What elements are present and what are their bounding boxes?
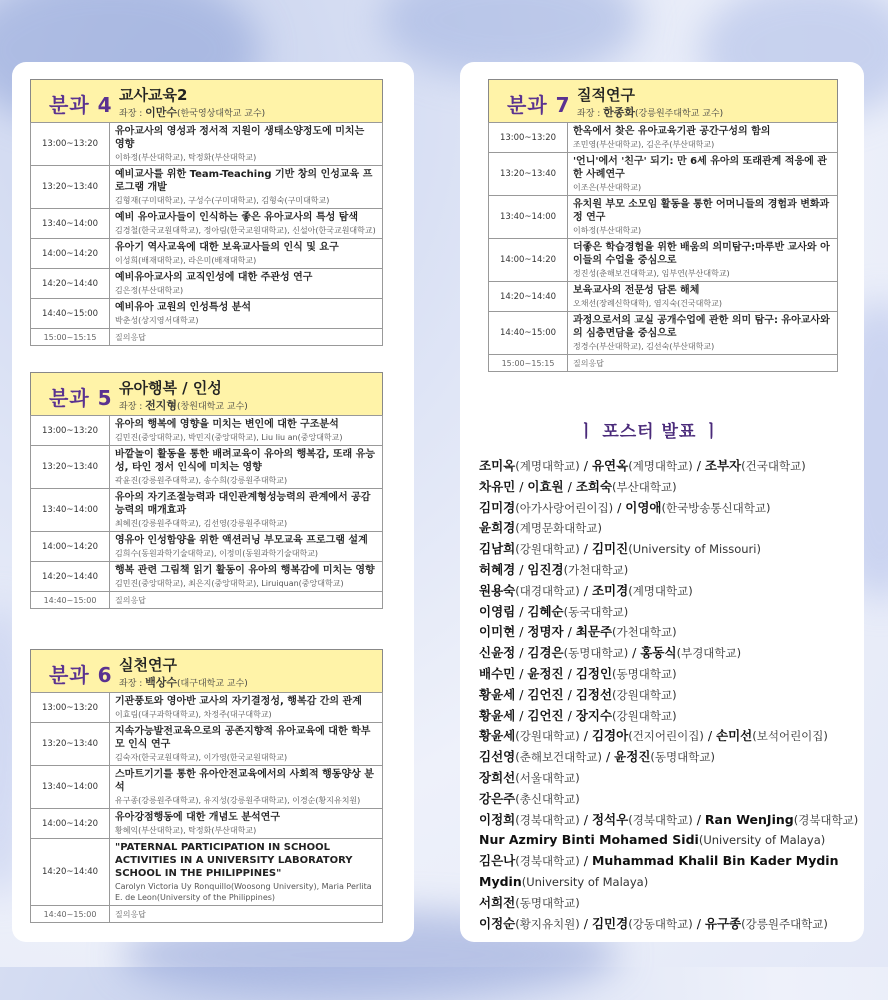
author-affiliation: (계명문화대학교): [515, 521, 602, 536]
time-slot: 13:00~13:20: [489, 123, 568, 153]
table-row: [31, 123, 383, 166]
time-slot: 14:20~14:40: [31, 839, 110, 906]
author-name: 이효원: [527, 478, 564, 494]
paper-title: 예비 유아교사들이 인식하는 좋은 유아교사의 특성 탐색: [115, 212, 359, 223]
session-number: 분과 7: [507, 93, 571, 117]
presentation: [110, 239, 383, 269]
author-name: Nur Azmiry Binti Mohamed Sidi: [479, 832, 699, 848]
presentation: [110, 809, 383, 839]
session-number: 분과 5: [49, 386, 113, 410]
author-name: Muhammad Khalil Bin Kader Mydin: [591, 853, 839, 869]
time-slot: 14:00~14:20: [31, 532, 110, 562]
author-name: 허혜경: [479, 561, 516, 577]
author-name: 김은나: [479, 853, 516, 869]
session-7: [488, 79, 838, 372]
presentation: [110, 489, 383, 532]
presentation: [568, 196, 838, 239]
poster-entry: 원용숙(대경대학교) / 조미경(계명대학교): [479, 582, 693, 598]
presentation: [568, 312, 838, 355]
author-name: 김정선: [575, 686, 613, 702]
author-name: 황윤세: [479, 707, 516, 723]
author-name: 조부자: [704, 458, 742, 473]
author-affiliation: (동명대학교): [650, 750, 715, 765]
paper-title: 유아강점행동에 대한 개념도 분석연구: [115, 812, 281, 823]
author-name: 강은주: [479, 790, 516, 806]
author-name: 장희선: [479, 769, 516, 785]
author-name: 홍동식: [640, 645, 677, 661]
session-title: 유아행복 / 인성: [119, 379, 222, 397]
author-name: 유구종: [704, 915, 742, 931]
poster-entry: [479, 518, 879, 539]
presentation: [568, 282, 838, 312]
author-name: 이영림: [479, 603, 516, 619]
poster-entry: [479, 789, 879, 810]
paper-authors: 김희수(동원과학기술대학교), 이정미(동원과학기술대학교): [115, 549, 319, 558]
session-title: 교사교육2: [119, 86, 188, 104]
author-name: 김미진: [591, 541, 629, 557]
table-row: [489, 312, 838, 355]
time-slot: 14:40~15:00: [489, 312, 568, 355]
time-slot: 14:40~15:00: [31, 592, 110, 609]
author-name: 손미선: [716, 728, 753, 744]
table-row: [31, 532, 383, 562]
author-name: 김정인: [575, 665, 613, 681]
qa-row: [489, 355, 838, 372]
presentation: [110, 839, 383, 906]
author-affiliation: (동명대학교): [612, 666, 677, 681]
session-chair: 좌장 : 한종화(강릉원주대학교 교수): [577, 106, 724, 119]
table-row: [489, 239, 838, 282]
paper-title: 예비유아교사의 교직인성에 대한 주관성 연구: [115, 272, 313, 283]
table-row: [31, 489, 383, 532]
author-name: 김혜순: [527, 603, 564, 619]
session-5: [30, 372, 383, 609]
author-name: 이미현: [479, 624, 516, 640]
author-affiliation: (대경대학교): [515, 583, 580, 598]
author-affiliation: (가천대학교): [612, 625, 677, 640]
time-slot: 13:00~13:20: [31, 416, 110, 446]
paper-authors: 김민진(중앙대학교), 박민지(중앙대학교), Liu liu an(중앙대학교): [115, 433, 343, 442]
paper-title: 영유아 인성함양을 위한 액션러닝 부모교육 프로그램 설계: [115, 535, 368, 546]
paper-authors: 김경철(한국교원대학교), 정아림(한국교원대학교), 신설아(한국교원대학교): [115, 226, 376, 235]
author-name: 윤정진: [527, 665, 564, 681]
table-row: [31, 723, 383, 766]
author-name: 배수민: [479, 665, 516, 681]
author-affiliation: (부산대학교): [612, 479, 677, 494]
table-row: [31, 693, 383, 723]
author-affiliation: (동국대학교): [563, 604, 629, 619]
time-slot: 14:40~15:00: [31, 906, 110, 923]
time-slot: 15:00~15:15: [31, 329, 110, 346]
time-slot: 15:00~15:15: [489, 355, 568, 372]
poster-entry: 황윤세 / 김언진 / 장지수(강원대학교): [479, 707, 677, 723]
time-slot: 13:00~13:20: [31, 693, 110, 723]
paper-authors: 이조은(부산대학교): [573, 183, 642, 192]
paper-authors: 최혜진(강릉원주대학교), 김선영(강릉원주대학교): [115, 519, 288, 528]
session-chair: 좌장 : 백상수(대구대학교 교수): [119, 676, 248, 689]
paper-authors: 박춘성(상지영서대학교): [115, 316, 199, 325]
table-row: [31, 299, 383, 329]
paper-authors: 황혜익(부산대학교), 탁정화(부산대학교): [115, 826, 257, 835]
presentation: [110, 693, 383, 723]
presentation: [568, 153, 838, 196]
paper-authors: 김민진(중앙대학교), 최은지(중앙대학교), Liruiquan(중앙대학교): [115, 579, 344, 588]
time-slot: 13:40~14:00: [489, 196, 568, 239]
author-name: 김민경: [591, 915, 629, 931]
poster-entry: 김미경(아가사랑어린이집) / 이영애(한국방송통신대학교): [479, 499, 771, 515]
time-slot: 13:40~14:00: [31, 209, 110, 239]
time-slot: 14:20~14:40: [31, 269, 110, 299]
author-name: 이정희: [479, 811, 516, 827]
author-affiliation: (총신대학교): [515, 791, 580, 806]
paper-authors: 김숙자(한국교원대학교), 이가영(한국교원대학교): [115, 753, 288, 762]
author-affiliation: (건국대학교): [741, 459, 806, 473]
paper-title: '언니'에서 '친구' 되기: 만 6세 유아의 또래관계 적응에 관한 사례연구: [573, 156, 827, 180]
author-name: 김언진: [527, 686, 564, 702]
paper-authors: 김은정(부산대학교): [115, 286, 184, 295]
session-chair: 좌장 : 이만수(한국영상대학교 교수): [119, 106, 266, 119]
poster-entry: 신윤정 / 김경은(동명대학교) / 홍동식(부경대학교): [479, 645, 742, 661]
author-affiliation: (계명대학교): [515, 459, 580, 473]
paper-authors: Carolyn Victoria Uy Ronquillo(Woosong University), Maria Perlita E. de Leon(University of the Philippines): [115, 882, 372, 902]
paper-authors: 이하정(부산대학교): [573, 226, 642, 235]
session-4: [30, 79, 383, 346]
presentation: [110, 123, 383, 166]
presentation: [110, 562, 383, 592]
time-slot: 14:20~14:40: [31, 562, 110, 592]
time-slot: 14:20~14:40: [489, 282, 568, 312]
table-row: [31, 209, 383, 239]
presentation: [110, 166, 383, 209]
session-number: 분과 4: [49, 93, 113, 117]
author-name: 김언진: [527, 707, 564, 723]
paper-title: 한옥에서 찾은 유아교육기관 공간구성의 함의: [573, 126, 771, 137]
author-name: 황윤세: [479, 728, 516, 744]
author-affiliation: (경북대학교): [628, 812, 693, 827]
poster-entry: 이영림 / 김혜순(동국대학교): [479, 603, 629, 619]
schedule-table: [488, 122, 838, 372]
session-title: 실천연구: [119, 656, 177, 674]
author-affiliation: (강원대학교): [612, 687, 677, 702]
qa-label: 질의응답: [110, 592, 383, 609]
author-name: Ran WenJing: [704, 811, 794, 827]
author-name: 조미옥: [479, 458, 516, 473]
presentation: [110, 446, 383, 489]
author-affiliation: (강릉원주대학교): [741, 916, 828, 931]
poster-entry: [479, 872, 879, 893]
poster-entry: 배수민 / 윤정진 / 김정인(동명대학교): [479, 665, 677, 681]
session-header: [488, 79, 838, 122]
author-name: Mydin: [479, 873, 522, 889]
author-affiliation: (경북대학교): [793, 812, 859, 827]
paper-title: 유아교사의 영성과 정서적 지원이 생태소양정도에 미치는 영향: [115, 126, 365, 150]
author-affiliation: (보석어린이집): [752, 729, 828, 744]
paper-title: 더좋은 학습경험을 위한 배움의 의미탐구:마루반 교사와 아이들의 수업을 중심으로: [573, 242, 830, 266]
poster-entry: [479, 893, 879, 914]
session-header: [30, 649, 383, 692]
time-slot: 13:40~14:00: [31, 766, 110, 809]
author-affiliation: (강원대학교): [515, 729, 580, 744]
author-name: 황윤세: [479, 686, 516, 702]
qa-row: [31, 592, 383, 609]
poster-entry: 김선영(춘해보건대학교) / 윤정진(동명대학교): [479, 749, 715, 765]
time-slot: 14:00~14:20: [31, 239, 110, 269]
author-affiliation: (한국방송통신대학교): [661, 500, 771, 515]
presentation: [110, 416, 383, 446]
author-affiliation: (동명대학교): [563, 646, 629, 661]
poster-entry: [479, 768, 879, 789]
schedule-table: [30, 122, 383, 346]
poster-entry: 조미옥(계명대학교) / 유연옥(계명대학교) / 조부자(건국대학교): [479, 458, 806, 473]
author-name: 조미경: [591, 582, 629, 598]
author-affiliation: (계명대학교): [628, 583, 693, 598]
paper-authors: 김형재(구미대학교), 구성수(구미대학교), 김형숙(구미대학교): [115, 196, 330, 205]
paper-authors: 이하정(부산대학교), 탁정화(부산대학교): [115, 153, 257, 162]
author-affiliation: (University of Missouri): [628, 542, 761, 557]
time-slot: 14:00~14:20: [31, 809, 110, 839]
poster-entry: 김은나(경북대학교) / Muhammad Khalil Bin Kader Mydin: [479, 853, 839, 869]
session-chair: 좌장 : 전지형(창원대학교 교수): [119, 399, 248, 412]
paper-authors: 이성희(배재대학교), 라은미(배재대학교): [115, 256, 257, 265]
author-affiliation: (동명대학교): [515, 895, 580, 910]
author-affiliation: (강동대학교): [628, 916, 693, 931]
time-slot: 14:40~15:00: [31, 299, 110, 329]
author-name: 윤정진: [614, 749, 651, 765]
author-name: 원용숙: [479, 582, 516, 598]
presentation: [110, 723, 383, 766]
author-affiliation: (경북대학교): [515, 854, 580, 869]
paper-title: 예비유아 교원의 인성특성 분석: [115, 302, 252, 313]
presentation: [110, 299, 383, 329]
time-slot: 13:00~13:20: [31, 123, 110, 166]
paper-title: 유아의 자기조절능력과 대인관계형성능력의 관계에서 공감능력의 매개효과: [115, 492, 371, 516]
paper-authors: 조민영(부산대학교), 김은주(부산대학교): [573, 140, 715, 149]
session-header: [30, 372, 383, 415]
poster-entry: [479, 830, 879, 851]
table-row: [31, 839, 383, 906]
time-slot: 13:20~13:40: [31, 723, 110, 766]
author-name: 유연옥: [591, 458, 629, 473]
table-row: [31, 416, 383, 446]
paper-title: 기관풍토와 영아반 교사의 자기결정성, 행복감 간의 관계: [115, 696, 362, 707]
presentation: [110, 532, 383, 562]
paper-title: 과정으로서의 교실 공개수업에 관한 의미 탐구: 유아교사와의 심층면담을 중심으로: [573, 315, 830, 339]
poster-entry: 차유민 / 이효원 / 조희숙(부산대학교): [479, 478, 677, 494]
table-row: [31, 166, 383, 209]
author-name: 이영애: [625, 499, 662, 515]
paper-authors: 정진성(춘해보건대학교), 임부연(부산대학교): [573, 269, 730, 278]
presentation: [110, 766, 383, 809]
poster-entry: 황윤세 / 김언진 / 김정선(강원대학교): [479, 686, 677, 702]
table-row: [31, 269, 383, 299]
author-affiliation: (University of Malaya): [521, 874, 649, 889]
author-name: 김선영: [479, 749, 516, 765]
time-slot: 13:20~13:40: [31, 166, 110, 209]
schedule-table: [30, 692, 383, 923]
author-name: 윤희경: [479, 520, 516, 536]
table-row: [31, 809, 383, 839]
poster-entry: 김남희(강원대학교) / 김미진(University of Missouri): [479, 541, 761, 557]
poster-entry: 이미현 / 정명자 / 최문주(가천대학교): [479, 624, 677, 640]
poster-section-title: ㅣ 포스터 발표 ㅣ: [578, 422, 721, 442]
paper-title: "PATERNAL PARTICIPATION IN SCHOOL ACTIVITIES IN A UNIVERSITY LABORATORY SCHOOL IN THE PHILIPPINES": [115, 842, 353, 879]
presentation: [568, 239, 838, 282]
table-row: [31, 562, 383, 592]
qa-row: [31, 329, 383, 346]
table-row: [489, 123, 838, 153]
paper-title: 유치원 부모 소모임 활동을 통한 어머니들의 경험과 변화과정 연구: [573, 199, 830, 223]
paper-title: 유아기 역사교육에 대한 보육교사들의 인식 및 요구: [115, 242, 339, 253]
author-affiliation: (가천대학교): [563, 562, 629, 577]
schedule-table: [30, 415, 383, 609]
author-affiliation: (황지유치원): [515, 916, 580, 931]
paper-title: 예비교사를 위한 Team-Teaching 기반 창의 인성교육 프로그램 개발: [115, 169, 373, 193]
poster-entry: 이정순(황지유치원) / 김민경(강동대학교) / 유구종(강릉원주대학교): [479, 915, 828, 931]
qa-label: 질의응답: [568, 355, 838, 372]
author-name: 정명자: [527, 624, 564, 640]
author-name: 정석우: [591, 811, 629, 827]
author-affiliation: (부경대학교): [676, 646, 742, 661]
paper-title: 유아의 행복에 영향을 미치는 변인에 대한 구조분석: [115, 419, 339, 430]
paper-authors: 유구종(강릉원주대학교), 유지성(강릉원주대학교), 이경순(황지유치원): [115, 796, 361, 805]
presentation: [110, 209, 383, 239]
session-header: [30, 79, 383, 122]
author-affiliation: (University of Malaya): [698, 833, 826, 848]
author-affiliation: (경북대학교): [515, 812, 580, 827]
author-affiliation: (건지어린이집): [628, 729, 704, 744]
poster-entry: 허혜경 / 임진경(가천대학교): [479, 561, 629, 577]
author-name: 서희전: [479, 894, 516, 910]
author-affiliation: (강원대학교): [612, 708, 677, 723]
qa-label: 질의응답: [110, 906, 383, 923]
paper-title: 지속가능발전교육으로의 공존지향적 유아교육에 대한 학부모 인식 연구: [115, 726, 371, 750]
author-affiliation: (서울대학교): [515, 770, 580, 785]
paper-authors: 오채선(장례신학대학), 염지숙(건국대학교): [573, 299, 722, 308]
author-name: 신윤정: [479, 645, 516, 661]
time-slot: 13:20~13:40: [489, 153, 568, 196]
table-row: [489, 282, 838, 312]
paper-authors: 정경수(부산대학교), 김선숙(부산대학교): [573, 342, 715, 351]
table-row: [489, 153, 838, 196]
author-affiliation: (춘해보건대학교): [515, 750, 602, 765]
poster-entry: 이정희(경북대학교) / 정석우(경북대학교) / Ran WenJing(경북대학교): [479, 811, 859, 827]
table-row: [489, 196, 838, 239]
paper-authors: 곽윤진(강릉원주대학교), 송수희(강릉원주대학교): [115, 476, 288, 485]
author-affiliation: (강원대학교): [515, 542, 580, 557]
time-slot: 14:00~14:20: [489, 239, 568, 282]
author-name: 이정순: [479, 915, 516, 931]
author-name: 조희숙: [575, 478, 613, 494]
qa-row: [31, 906, 383, 923]
author-name: 김경은: [527, 645, 564, 661]
paper-authors: 이효림(대구과학대학교), 차정주(대구대학교): [115, 710, 272, 719]
time-slot: 13:20~13:40: [31, 446, 110, 489]
author-name: 장지수: [575, 707, 613, 723]
author-name: 김경아: [591, 728, 629, 744]
author-name: 임진경: [527, 561, 564, 577]
author-name: 김남희: [479, 541, 516, 557]
presentation: [110, 269, 383, 299]
paper-title: 스마트기기를 통한 유아안전교육에서의 사회적 행동양상 분석: [115, 769, 374, 793]
author-name: 최문주: [575, 624, 613, 640]
qa-label: 질의응답: [110, 329, 383, 346]
author-name: 차유민: [479, 478, 516, 494]
author-affiliation: (계명대학교): [628, 459, 693, 473]
session-title: 질적연구: [577, 86, 635, 104]
poster-list: [479, 456, 879, 934]
paper-title: 행복 관련 그림책 읽기 활동이 유아의 행복감에 미치는 영향: [115, 565, 375, 576]
table-row: [31, 766, 383, 809]
table-row: [31, 446, 383, 489]
session-6: [30, 649, 383, 923]
poster-entry: 황윤세(강원대학교) / 김경아(건지어린이집) / 손미선(보석어린이집): [479, 728, 828, 744]
presentation: [568, 123, 838, 153]
author-affiliation: (아가사랑어린이집): [515, 500, 614, 515]
table-row: [31, 239, 383, 269]
paper-title: 보육교사의 전문성 담론 해체: [573, 285, 700, 296]
session-number: 분과 6: [49, 663, 113, 687]
time-slot: 13:40~14:00: [31, 489, 110, 532]
paper-title: 바깥놀이 활동을 통한 배려교육이 유아의 행복감, 또래 유능성, 타인 정서 인식에 미치는 영향: [115, 449, 376, 473]
author-name: 김미경: [479, 499, 516, 515]
